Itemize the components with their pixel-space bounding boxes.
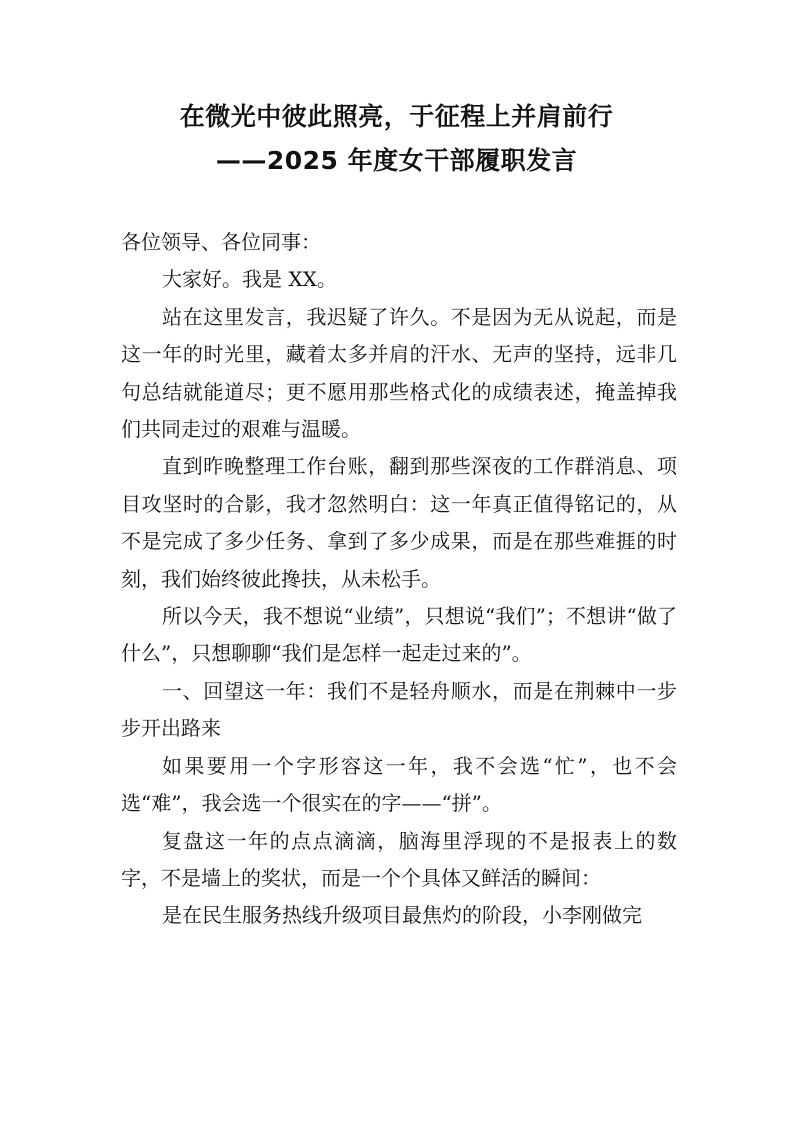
paragraph: 所以今天，我不想说“业绩”，只想说“我们”；不想讲“做了什么”，只想聊聊“我们是怎样一起走过来的”。 xyxy=(121,604,677,666)
salutation: 各位领导、各位同事： xyxy=(121,230,321,254)
document-body xyxy=(121,224,677,935)
paragraph: 是在民生服务热线升级项目最焦灼的阶段，小李刚做完 xyxy=(162,903,642,928)
paragraph: 直到昨晚整理工作台账，翻到那些深夜的工作群消息、项目攻坚时的合影，我才忽然明白：这一年真正值得铭记的，从不是完成了多少任务、拿到了多少成果，而是在那些难捱的时刻，我们始终彼此搀扶，从未松手。 xyxy=(121,454,677,591)
paragraph: 大家好。我是 XX。 xyxy=(162,267,337,292)
paragraph: 站在这里发言，我迟疑了许久。不是因为无从说起，而是这一年的时光里，藏着太多并肩的汗水、无声的坚持，远非几句总结就能道尽；更不愿用那些格式化的成绩表述，掩盖掉我们共同走过的艰难与温暖。 xyxy=(121,304,677,442)
paragraph: 复盘这一年的点点滴滴，脑海里浮现的不是报表上的数字，不是墙上的奖状，而是一个个具体又鲜活的瞬间： xyxy=(121,828,677,890)
document-subtitle: ——2025 年度女干部履职发言 xyxy=(215,146,578,175)
paragraph: 如果要用一个字形容这一年，我不会选“忙”，也不会选“难”，我会选一个很实在的字——“拼”。 xyxy=(121,753,677,816)
section-heading: 一、回望这一年：我们不是轻舟顺水，而是在荆棘中一步步开出路来 xyxy=(121,678,677,741)
document-title: 在微光中彼此照亮，于征程上并肩前行 xyxy=(179,102,614,131)
